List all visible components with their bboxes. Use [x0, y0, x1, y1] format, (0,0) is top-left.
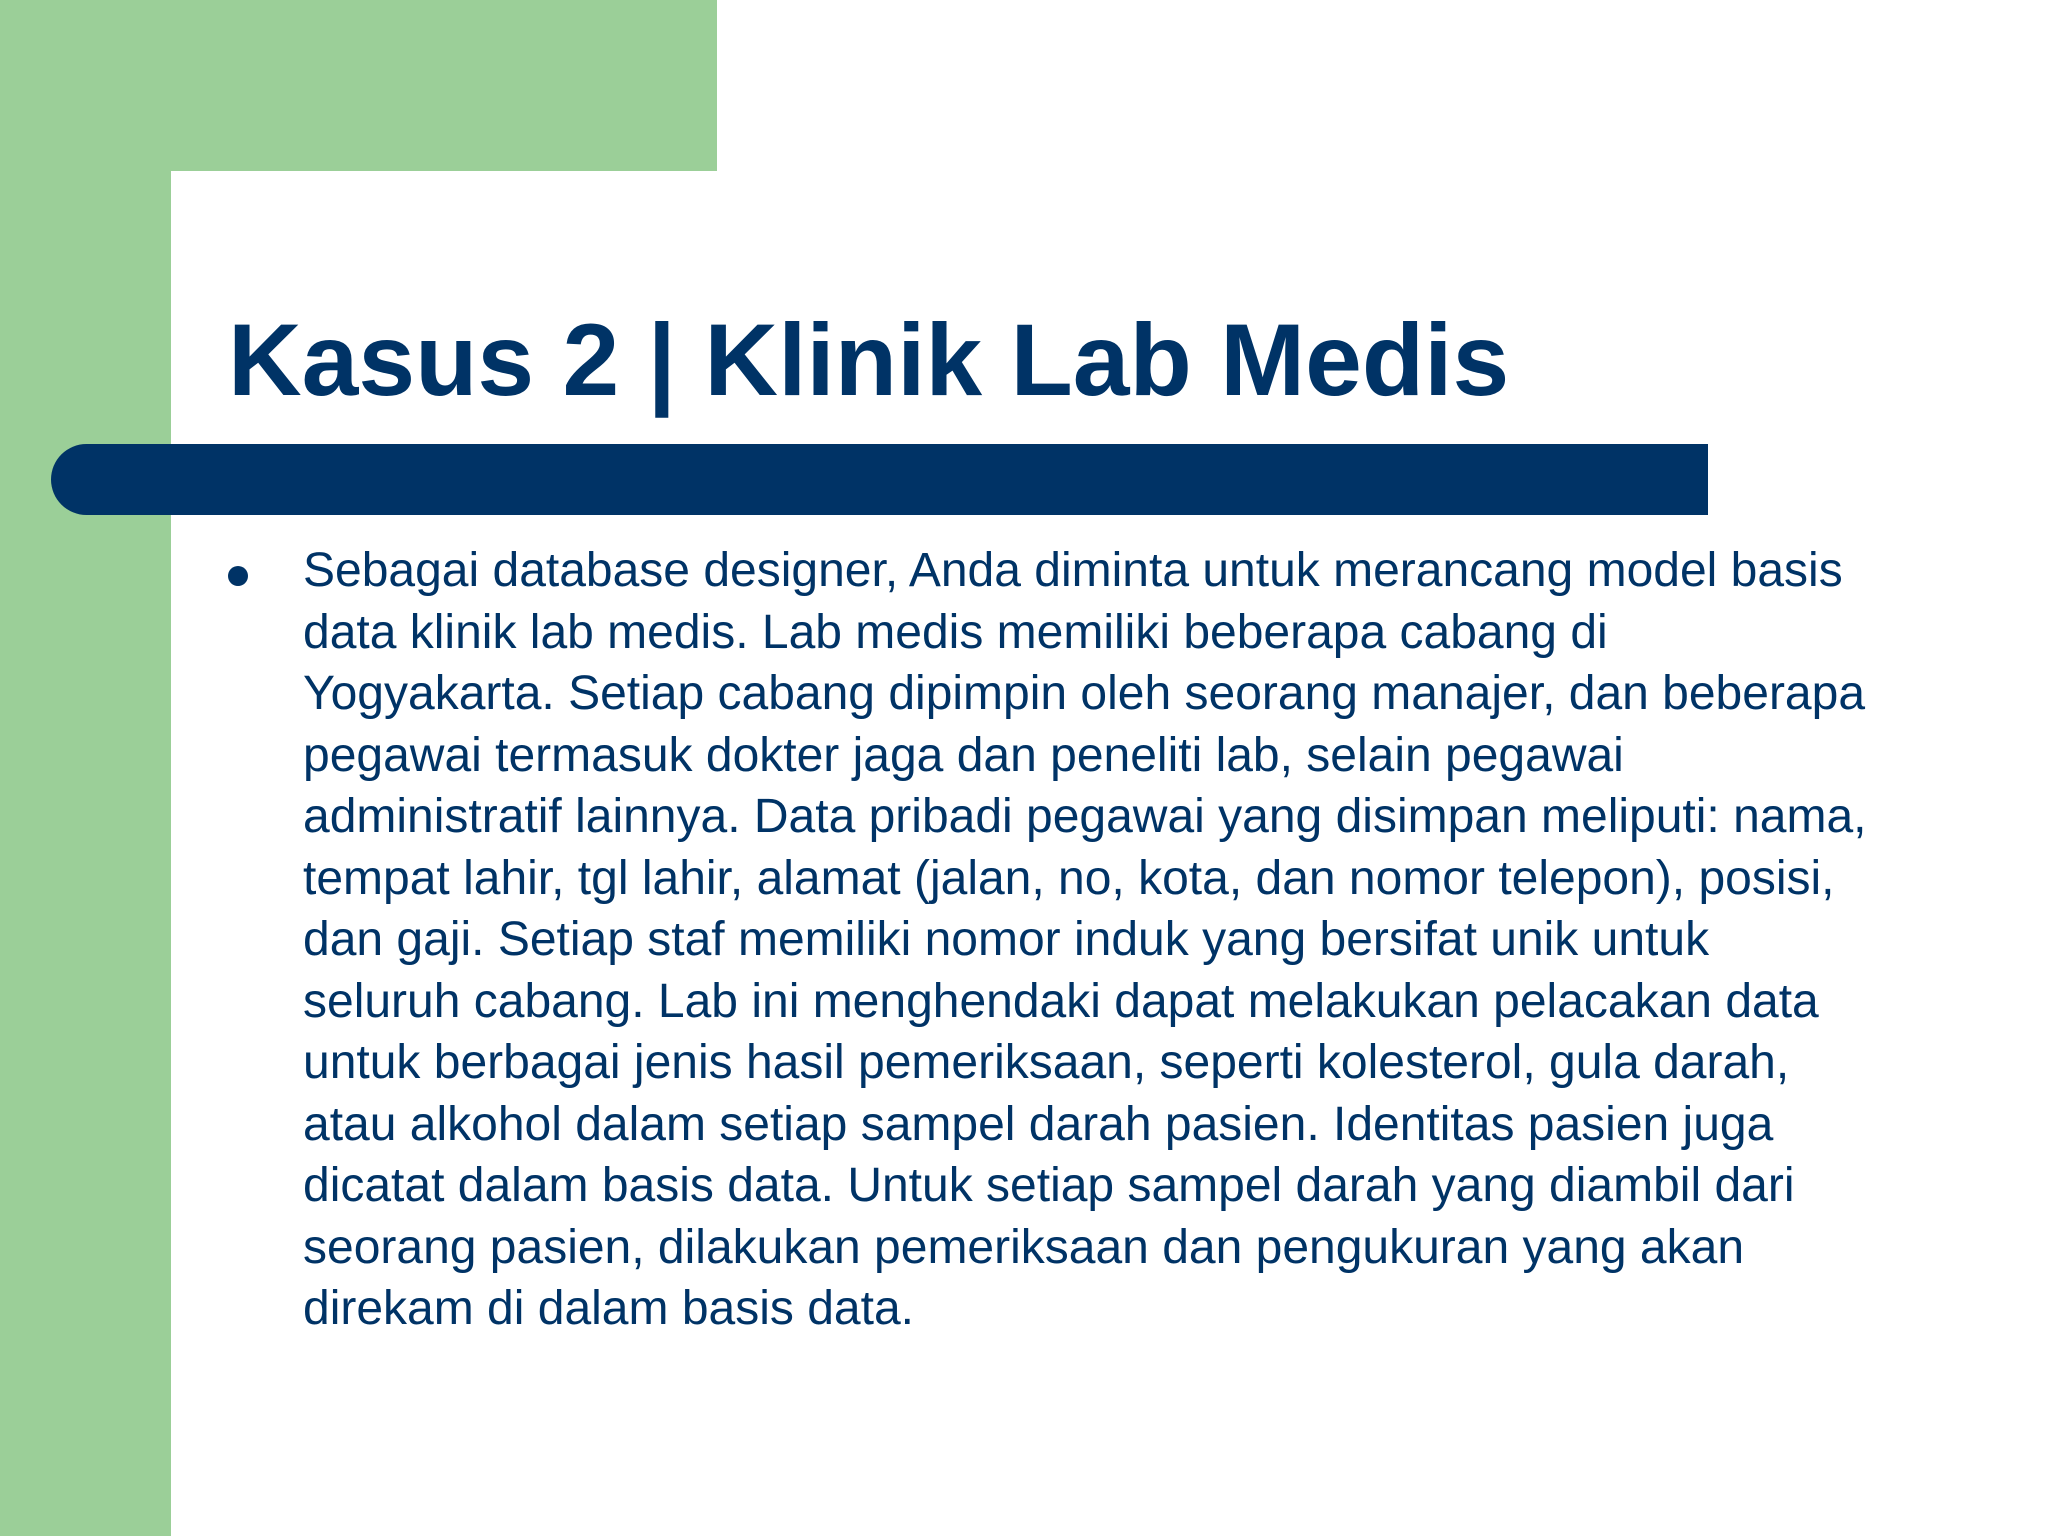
bullet-line: seorang pasien, dilakukan pemeriksaan dan pengukuran yang akan [303, 1220, 1745, 1274]
bullet-line: untuk berbagai jenis hasil pemeriksaan, seperti kolesterol, gula darah, [303, 1036, 1790, 1089]
bullet-line: dicatat dalam basis data. Untuk setiap sampel darah yang diambil dari [303, 1159, 1795, 1212]
green-sidebar-decoration [0, 0, 171, 1536]
bullet-line: direkam di dalam basis data. [303, 1282, 914, 1335]
bullet-line: tempat lahir, tgl lahir, alamat (jalan, no, kota, dan nomor telepon), posisi, [303, 851, 1835, 905]
bullet-line: seluruh cabang. Lab ini menghendaki dapat melakukan pelacakan data [303, 974, 1819, 1028]
bullet-line: Sebagai database designer, Anda diminta untuk merancang model basis [303, 544, 1843, 597]
bullet-line: data klinik lab medis. Lab medis memiliki beberapa cabang di [303, 605, 1608, 659]
green-top-decoration [0, 0, 717, 171]
bullet-line: administratif lainnya. Data pribadi pegawai yang disimpan meliputi: nama, [303, 790, 1867, 843]
bullet-paragraph [303, 540, 2003, 1340]
bullet-icon [228, 566, 248, 586]
bullet-line: Yogyakarta. Setiap cabang dipimpin oleh seorang manajer, dan beberapa [303, 667, 1866, 720]
bullet-line: atau alkohol dalam setiap sampel darah pasien. Identitas pasien juga [303, 1097, 1774, 1151]
title-underline-bar [51, 444, 1708, 515]
slide-title: Kasus 2 | Klinik Lab Medis [228, 303, 1510, 417]
bullet-line: dan gaji. Setiap staf memiliki nomor induk yang bersifat unik untuk [303, 913, 1710, 966]
bullet-line: pegawai termasuk dokter jaga dan peneliti lab, selain pegawai [303, 728, 1624, 782]
